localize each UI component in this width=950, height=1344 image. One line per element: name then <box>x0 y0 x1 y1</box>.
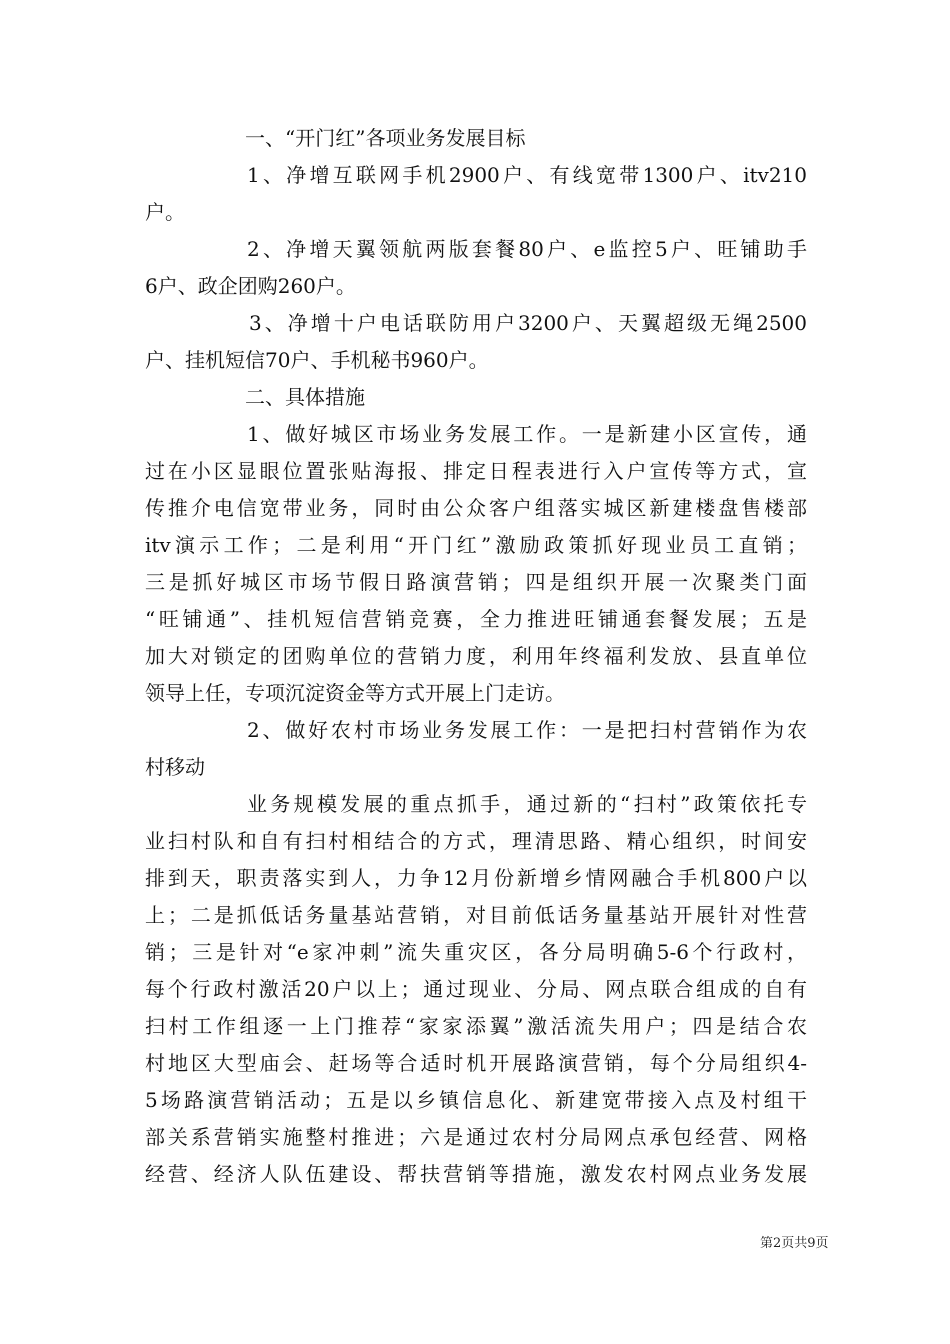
text-line: 销；三是针对“e家冲刺”流失重灾区，各分局明确5-6个行政村， <box>145 940 807 964</box>
text-line: 3、净增十户电话联防用户3200户、天翼超级无绳2500 <box>249 311 807 335</box>
text-line: 每个行政村激活20户以上；通过现业、分局、网点联合组成的自有 <box>145 977 807 1001</box>
text-line: itv演示工作；二是利用“开门红”激励政策抓好现业员工直销； <box>145 533 807 557</box>
text-line: 二、具体措施 <box>245 385 365 409</box>
text-line: 部关系营销实施整村推进；六是通过农村分局网点承包经营、网格 <box>145 1125 807 1149</box>
text-line: 业务规模发展的重点抓手，通过新的“扫村”政策依托专 <box>247 792 807 816</box>
text-line: 业扫村队和自有扫村相结合的方式，理清思路、精心组织，时间安 <box>145 829 807 853</box>
text-line: 三是抓好城区市场节假日路演营销；四是组织开展一次聚类门面 <box>145 570 807 594</box>
text-line: 村地区大型庙会、赶场等合适时机开展路演营销，每个分局组织4- <box>145 1051 807 1075</box>
text-line: 加大对锁定的团购单位的营销力度，利用年终福利发放、县直单位 <box>145 644 807 668</box>
text-line: 2、净增天翼领航两版套餐80户、e监控5户、旺铺助手 <box>247 237 807 261</box>
text-line: 过在小区显眼位置张贴海报、排定日程表进行入户宣传等方式，宣 <box>145 459 807 483</box>
text-line: 1、做好城区市场业务发展工作。一是新建小区宣传，通 <box>247 422 807 446</box>
text-line: 1、净增互联网手机2900户、有线宽带1300户、itv210 <box>247 163 807 187</box>
text-line: 经营、经济人队伍建设、帮扶营销等措施，激发农村网点业务发展 <box>145 1162 807 1186</box>
text-line: 一、“开门红”各项业务发展目标 <box>245 126 526 150</box>
text-line: 5场路演营销活动；五是以乡镇信息化、新建宽带接入点及村组干 <box>145 1088 807 1112</box>
text-line: 扫村工作组逐一上门推荐“家家添翼”激活流失用户；四是结合农 <box>145 1014 807 1038</box>
text-line: 村移动 <box>145 755 205 779</box>
text-line: 户、挂机短信70户、手机秘书960户。 <box>145 348 489 372</box>
document-body <box>145 120 807 1193</box>
page-number: 第2页共9页 <box>760 1236 829 1251</box>
text-line: “旺铺通”、挂机短信营销竞赛，全力推进旺铺通套餐发展；五是 <box>145 607 807 631</box>
text-line: 上；二是抓低话务量基站营销，对目前低话务量基站开展针对性营 <box>145 903 807 927</box>
text-line: 户。 <box>145 200 185 224</box>
text-line: 传推介电信宽带业务，同时由公众客户组落实城区新建楼盘售楼部 <box>145 496 807 520</box>
text-line: 6户、政企团购260户。 <box>145 274 356 298</box>
text-line: 领导上任，专项沉淀资金等方式开展上门走访。 <box>145 681 565 705</box>
text-line: 排到天，职责落实到人，力争12月份新增乡情网融合手机800户以 <box>145 866 807 890</box>
text-line: 2、做好农村市场业务发展工作：一是把扫村营销作为农 <box>247 718 807 742</box>
